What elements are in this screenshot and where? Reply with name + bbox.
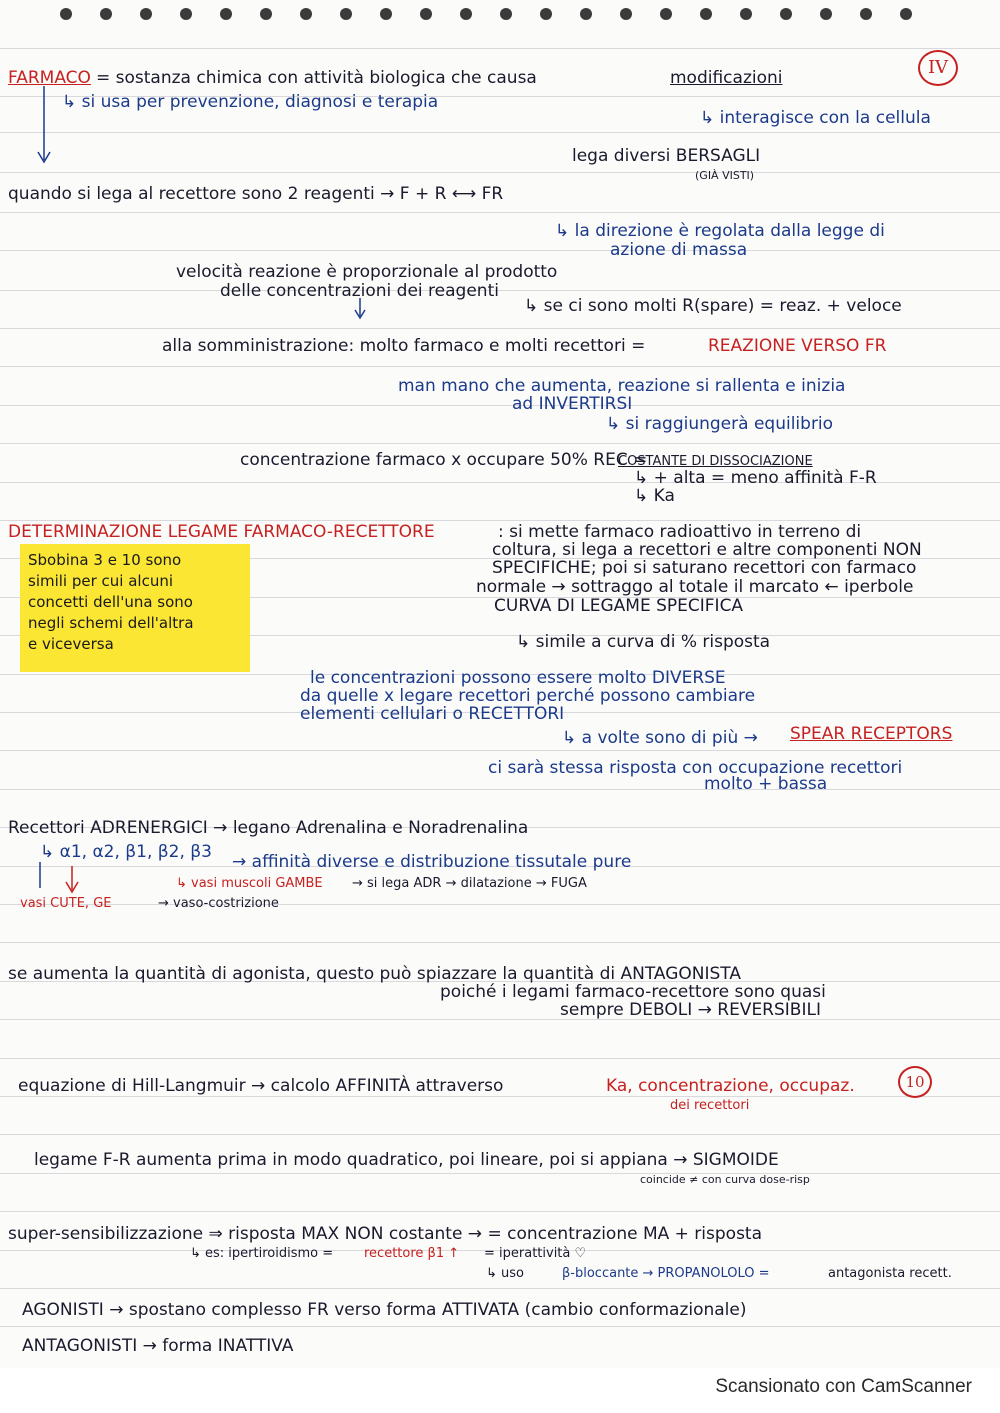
farmaco-definition: = sostanza chimica con attività biologica che causa xyxy=(96,68,537,88)
man-mano-2: ad INVERTIRSI xyxy=(512,394,633,414)
hill-sub: dei recettori xyxy=(670,1098,750,1113)
super-3c: antagonista recett. xyxy=(828,1266,952,1281)
det-line-1: : si mette farmaco radioattivo in terreno di xyxy=(498,522,862,542)
agonista-1: se aumenta la quantità di agonista, questo può spiazzare la quantità di ANTAGONISTA xyxy=(8,964,742,984)
modificazioni-word: modificazioni xyxy=(670,68,783,88)
page-number-badge: IV xyxy=(918,50,958,86)
vasi-muscoli-rest: → si lega ADR → dilatazione → FUGA xyxy=(352,876,587,891)
velocita-1: velocità reazione è proporzionale al prodotto xyxy=(176,262,558,282)
vasi-cute-rest: → vaso-costrizione xyxy=(158,896,279,911)
somministrazione: alla somministrazione: molto farmaco e molti recettori = xyxy=(162,336,646,356)
direzione-line: ↳ la direzione è regolata dalla legge di xyxy=(555,221,885,241)
reazione-verso-fr: REAZIONE VERSO FR xyxy=(708,336,887,356)
farmaco-term: FARMACO xyxy=(8,68,91,88)
super-3a: ↳ uso xyxy=(486,1266,524,1281)
interagisce-line: ↳ interagisce con la cellula xyxy=(700,108,931,128)
det-line-2: coltura, si lega a recettori e altre componenti NON xyxy=(492,540,922,560)
super-1: super-sensibilizzazione ⇒ risposta MAX NON costante → = concentrazione MA + risposta xyxy=(8,1224,763,1244)
agonisti-line: AGONISTI → spostano complesso FR verso forma ATTIVATA (cambio conformazionale) xyxy=(22,1300,747,1320)
legame-fr: legame F-R aumenta prima in modo quadratico, poi lineare, poi si appiana → SIGMOIDE xyxy=(34,1150,779,1170)
sticky-note xyxy=(20,544,250,672)
affinita-diverse: → affinità diverse e distribuzione tissutale pure xyxy=(232,852,632,872)
agonista-3: sempre DEBOLI → REVERSIBILI xyxy=(560,1000,821,1020)
sottotipi: ↳ α1, α2, β1, β2, β3 xyxy=(40,842,212,862)
lega-diversi: lega diversi BERSAGLI xyxy=(572,146,761,166)
conc-diverse-3: elementi cellulari o RECETTORI xyxy=(300,704,565,724)
velocita-2: delle concentrazioni dei reagenti xyxy=(220,281,499,301)
adrenergici: Recettori ADRENERGICI → legano Adrenalina e Noradrenalina xyxy=(8,818,529,838)
super-3b: β-bloccante → PROPANOLOLO = xyxy=(562,1266,770,1281)
stessa-risposta-2: molto + bassa xyxy=(704,774,828,794)
det-line-4: normale → sottraggo al totale il marcato ← iperbole xyxy=(476,577,914,597)
concentrazione-line: concentrazione farmaco x occupare 50% REC = xyxy=(240,450,648,470)
section-number-badge: 10 xyxy=(898,1066,932,1098)
a-volte: ↳ a volte sono di più → xyxy=(562,728,758,748)
determinazione-title: DETERMINAZIONE LEGAME FARMACO-RECETTORE xyxy=(8,522,435,542)
det-line-3: SPECIFICHE; poi si saturano recettori con farmaco xyxy=(492,558,917,578)
sticky-note-text: Sbobina 3 e 10 sono simili per cui alcuni concetti dell'una sono negli schemi dell'altra e viceversa xyxy=(28,551,194,653)
equilibrio-line: ↳ si raggiungerà equilibrio xyxy=(606,414,834,434)
antagonisti-line: ANTAGONISTI → forma INATTIVA xyxy=(22,1336,294,1356)
super-2a: ↳ es: ipertiroidismo = xyxy=(190,1246,334,1261)
affinita-line: ↳ + alta = meno affinità F-R xyxy=(634,468,877,488)
coincide: coincide ≠ con curva dose-risp xyxy=(640,1173,810,1186)
gia-visti: (GIÀ VISTI) xyxy=(695,169,755,182)
hill-red: Ka, concentrazione, occupaz. xyxy=(606,1076,855,1096)
camscanner-footer: Scansionato con CamScanner xyxy=(715,1376,972,1397)
vasi-cute: vasi CUTE, GE xyxy=(20,896,112,911)
man-mano-1: man mano che aumenta, reazione si rallenta e inizia xyxy=(398,376,846,396)
super-2c: = iperattività ♡ xyxy=(484,1246,587,1261)
quando-lega: quando si lega al recettore sono 2 reagenti → F + R ⟷ FR xyxy=(8,184,504,204)
super-2b: recettore β1 ↑ xyxy=(364,1246,460,1261)
stessa-risposta-1: ci sarà stessa risposta con occupazione recettori xyxy=(488,758,903,778)
vasi-muscoli: ↳ vasi muscoli GAMBE xyxy=(176,876,323,891)
conc-diverse-1: le concentrazioni possono essere molto DIVERSE xyxy=(310,668,726,688)
farmaco-uso: ↳ si usa per prevenzione, diagnosi e terapia xyxy=(62,92,439,112)
spear-receptors: SPEAR RECEPTORS xyxy=(790,724,953,744)
conc-diverse-2: da quelle x legare recettori perché possono cambiare xyxy=(300,686,756,706)
costante-dissociazione: COSTANTE DI DISSOCIAZIONE xyxy=(618,454,813,469)
det-line-5: CURVA DI LEGAME SPECIFICA xyxy=(494,596,744,616)
spare-line: ↳ se ci sono molti R(spare) = reaz. + veloce xyxy=(524,296,902,316)
ka-line: ↳ Ka xyxy=(634,486,675,506)
agonista-2: poiché i legami farmaco-recettore sono quasi xyxy=(440,982,826,1002)
hill-line: equazione di Hill-Langmuir → calcolo AFFINITÀ attraverso xyxy=(18,1076,504,1096)
simile-curva: ↳ simile a curva di % risposta xyxy=(516,632,771,652)
azione-massa: azione di massa xyxy=(610,240,748,260)
